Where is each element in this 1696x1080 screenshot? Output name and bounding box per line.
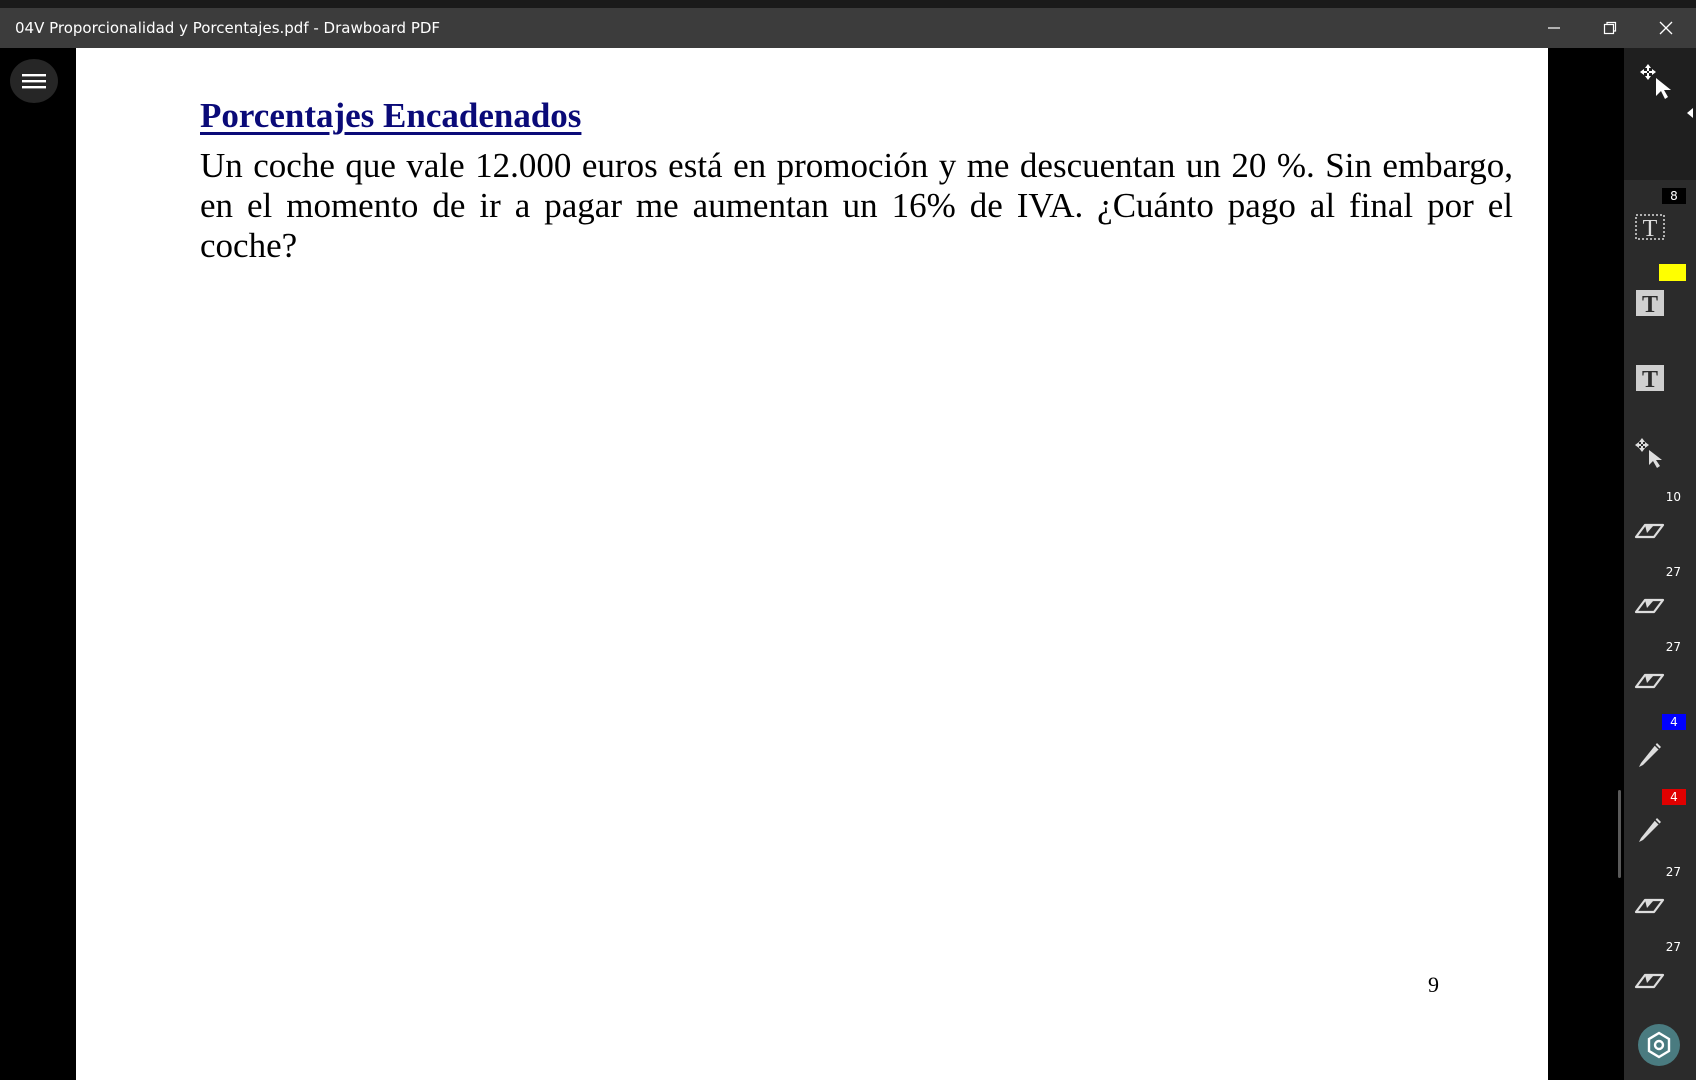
- text-tool-icon: [1633, 361, 1667, 395]
- minimize-button[interactable]: [1526, 8, 1582, 48]
- left-panel: [0, 48, 76, 1080]
- tool-eraser[interactable]: [1624, 864, 1696, 934]
- text-box-icon: [1633, 210, 1667, 244]
- restore-icon: [1603, 21, 1617, 35]
- minimize-icon: [1547, 21, 1561, 35]
- eraser-icon: [1633, 661, 1667, 695]
- tool-pen-blue[interactable]: [1624, 714, 1696, 784]
- eraser-icon: [1633, 961, 1667, 995]
- tool-eraser[interactable]: [1624, 489, 1696, 559]
- tool-text[interactable]: [1624, 339, 1696, 409]
- eraser-icon: [1633, 511, 1667, 545]
- tool-size-badge: 4: [1662, 714, 1686, 730]
- tool-eraser[interactable]: [1624, 639, 1696, 709]
- move-select-icon: [1633, 436, 1667, 470]
- vertical-scrollbar[interactable]: [1618, 790, 1621, 878]
- tool-size-badge: 8: [1662, 188, 1686, 204]
- page-gutter: [1548, 48, 1624, 1080]
- hamburger-icon: [21, 71, 47, 91]
- pen-icon: [1633, 736, 1667, 770]
- close-button[interactable]: [1638, 8, 1694, 48]
- page-number: 9: [1428, 972, 1439, 997]
- tool-move-select[interactable]: [1624, 414, 1696, 484]
- move-select-icon[interactable]: [1638, 62, 1678, 102]
- title-bar: [0, 8, 1696, 48]
- window-title: 04V Proporcionalidad y Porcentajes.pdf - Drawboard PDF: [15, 19, 441, 37]
- active-tool-area: [1624, 48, 1696, 180]
- page-heading: Porcentajes Encadenados: [200, 96, 582, 135]
- settings-icon: [1644, 1030, 1674, 1060]
- window-top-edge: [0, 0, 1696, 8]
- pdf-page[interactable]: [76, 48, 1548, 1080]
- tool-size-badge: 27: [1665, 640, 1681, 654]
- svg-text:T: T: [1642, 216, 1658, 242]
- settings-button[interactable]: [1638, 1024, 1680, 1066]
- tool-size-badge: 10: [1665, 490, 1681, 504]
- tool-eraser[interactable]: [1624, 939, 1696, 1009]
- tool-size-badge: 27: [1665, 940, 1681, 954]
- close-icon: [1659, 21, 1673, 35]
- tool-text-box[interactable]: [1624, 188, 1696, 258]
- tool-size-badge: 27: [1665, 565, 1681, 579]
- menu-button[interactable]: [10, 59, 58, 103]
- pen-icon: [1633, 811, 1667, 845]
- collapse-caret-icon[interactable]: [1687, 108, 1693, 118]
- svg-text:T: T: [1641, 367, 1659, 393]
- svg-text:T: T: [1641, 292, 1659, 318]
- tool-highlight-text[interactable]: [1624, 264, 1696, 334]
- eraser-icon: [1633, 586, 1667, 620]
- tool-panel: [1624, 48, 1696, 1080]
- tool-size-badge: 4: [1662, 789, 1686, 805]
- tool-color-swatch: [1659, 264, 1686, 281]
- restore-button[interactable]: [1582, 8, 1638, 48]
- text-highlight-icon: [1633, 286, 1667, 320]
- problem-text: Un coche que vale 12.000 euros está en promoción y me descuentan un 20 %. Sin embargo, en el momento de ir a pagar me aumentan un 16% de IVA. ¿Cuánto pago al final por el coche?: [200, 146, 1513, 265]
- tool-pen-red[interactable]: [1624, 789, 1696, 859]
- tool-size-badge: 27: [1665, 865, 1681, 879]
- tool-eraser[interactable]: [1624, 564, 1696, 634]
- eraser-icon: [1633, 886, 1667, 920]
